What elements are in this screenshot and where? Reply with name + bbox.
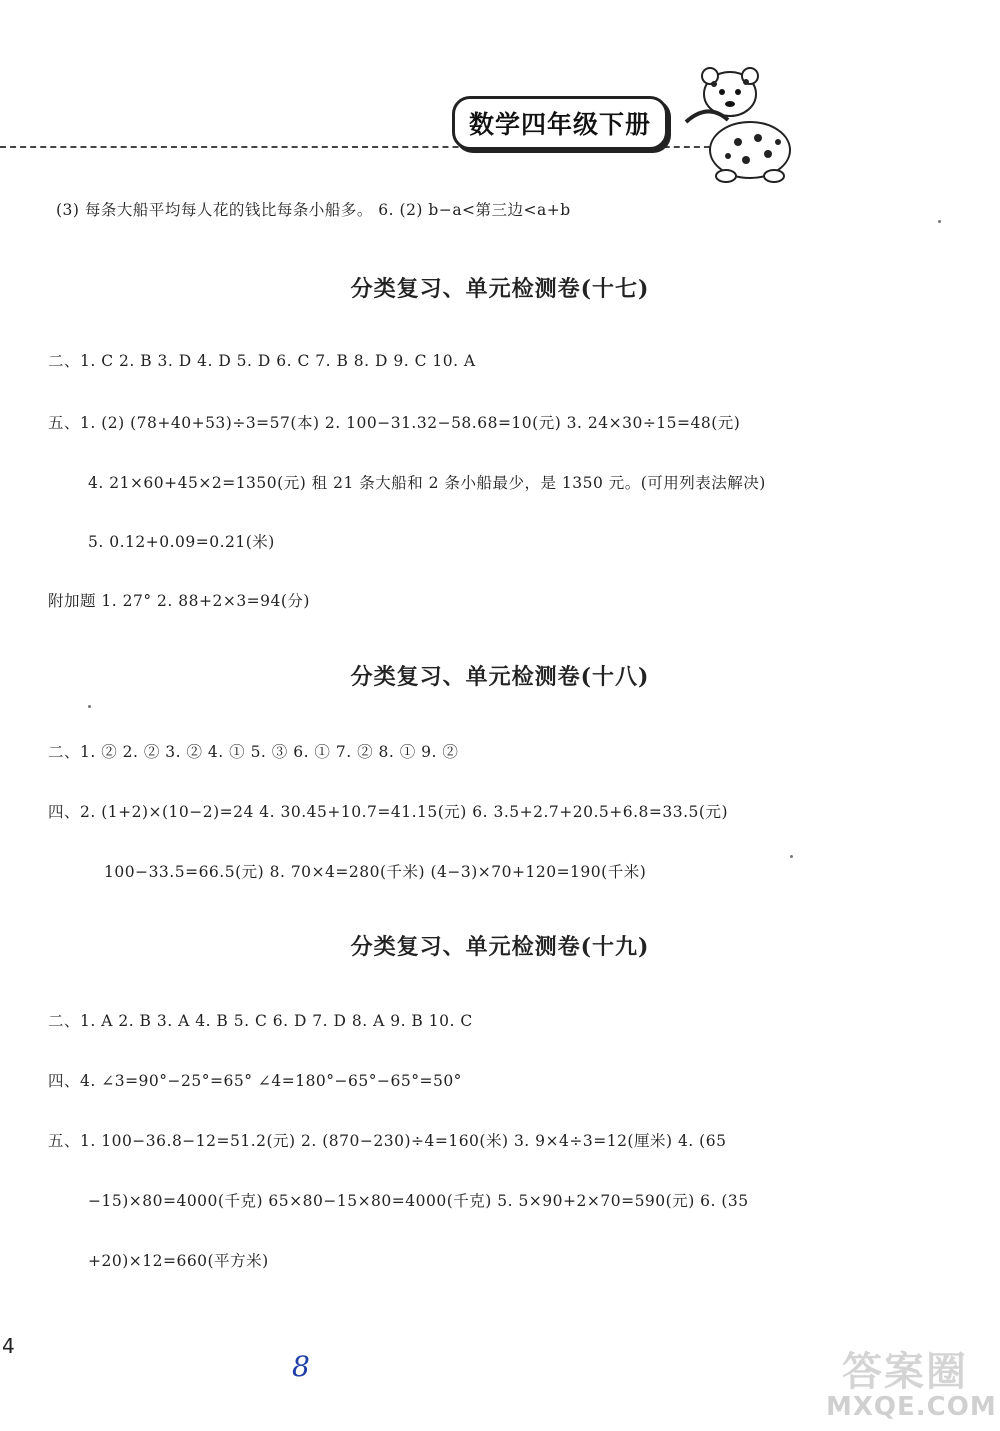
watermark-logo: 答案圈 [842, 1349, 968, 1395]
answer-line: 4. 21×60+45×2=1350(元) 租 21 条大船和 2 条小船最少，是 1350 元。(可用列表法解决) [88, 474, 766, 492]
answer-line: 二、1. ② 2. ② 3. ② 4. ① 5. ③ 6. ① 7. ② 8. ① 9. ② [48, 743, 459, 761]
answer-line: +20)×12=660(平方米) [88, 1252, 269, 1270]
answer-line: 100−33.5=66.5(元) 8. 70×4=280(千米) (4−3)×70+120=190(千米) [104, 863, 647, 881]
section-title-18: 分类复习、单元检测卷(十八) [350, 664, 650, 690]
section-title-17: 分类复习、单元检测卷(十七) [350, 276, 650, 302]
answer-line: 附加题 1. 27° 2. 88+2×3=94(分) [48, 592, 310, 610]
carry-over-answers: (3) 每条大船平均每人花的钱比每条小船多。 6. (2) b−a<第三边<a+b [56, 201, 571, 219]
speck [938, 220, 941, 223]
speck [790, 855, 793, 858]
book-title: 数学四年级下册 [452, 96, 668, 150]
answer-line: 四、2. (1+2)×(10−2)=24 4. 30.45+10.7=41.15(元) 6. 3.5+2.7+20.5+6.8=33.5(元) [48, 803, 729, 821]
answer-line: 5. 0.12+0.09=0.21(米) [88, 533, 275, 551]
page-number: 4 [2, 1334, 15, 1358]
answer-line: 二、1. A 2. B 3. A 4. B 5. C 6. D 7. D 8. A 9. B 10. C [48, 1012, 473, 1030]
answer-line: 二、1. C 2. B 3. D 4. D 5. D 6. C 7. B 8. D 9. C 10. A [48, 352, 476, 370]
answer-line: 五、1. (2) (78+40+53)÷3=57(本) 2. 100−31.32−58.68=10(元) 3. 24×30÷15=48(元) [48, 414, 741, 432]
answer-line: 五、1. 100−36.8−12=51.2(元) 2. (870−230)÷4=160(米) 3. 9×4÷3=12(厘米) 4. (65 [48, 1132, 727, 1150]
speck [88, 705, 91, 708]
leopard-mascot-icon [668, 62, 818, 192]
watermark-url: MXQE.COM [826, 1392, 997, 1422]
section-title-19: 分类复习、单元检测卷(十九) [350, 934, 650, 960]
handwritten-mark: 8 [292, 1350, 310, 1383]
answer-line: −15)×80=4000(千克) 65×80−15×80=4000(千克) 5. 5×90+2×70=590(元) 6. (35 [88, 1192, 749, 1210]
answer-line: 四、4. ∠3=90°−25°=65° ∠4=180°−65°−65°=50° [48, 1072, 462, 1090]
